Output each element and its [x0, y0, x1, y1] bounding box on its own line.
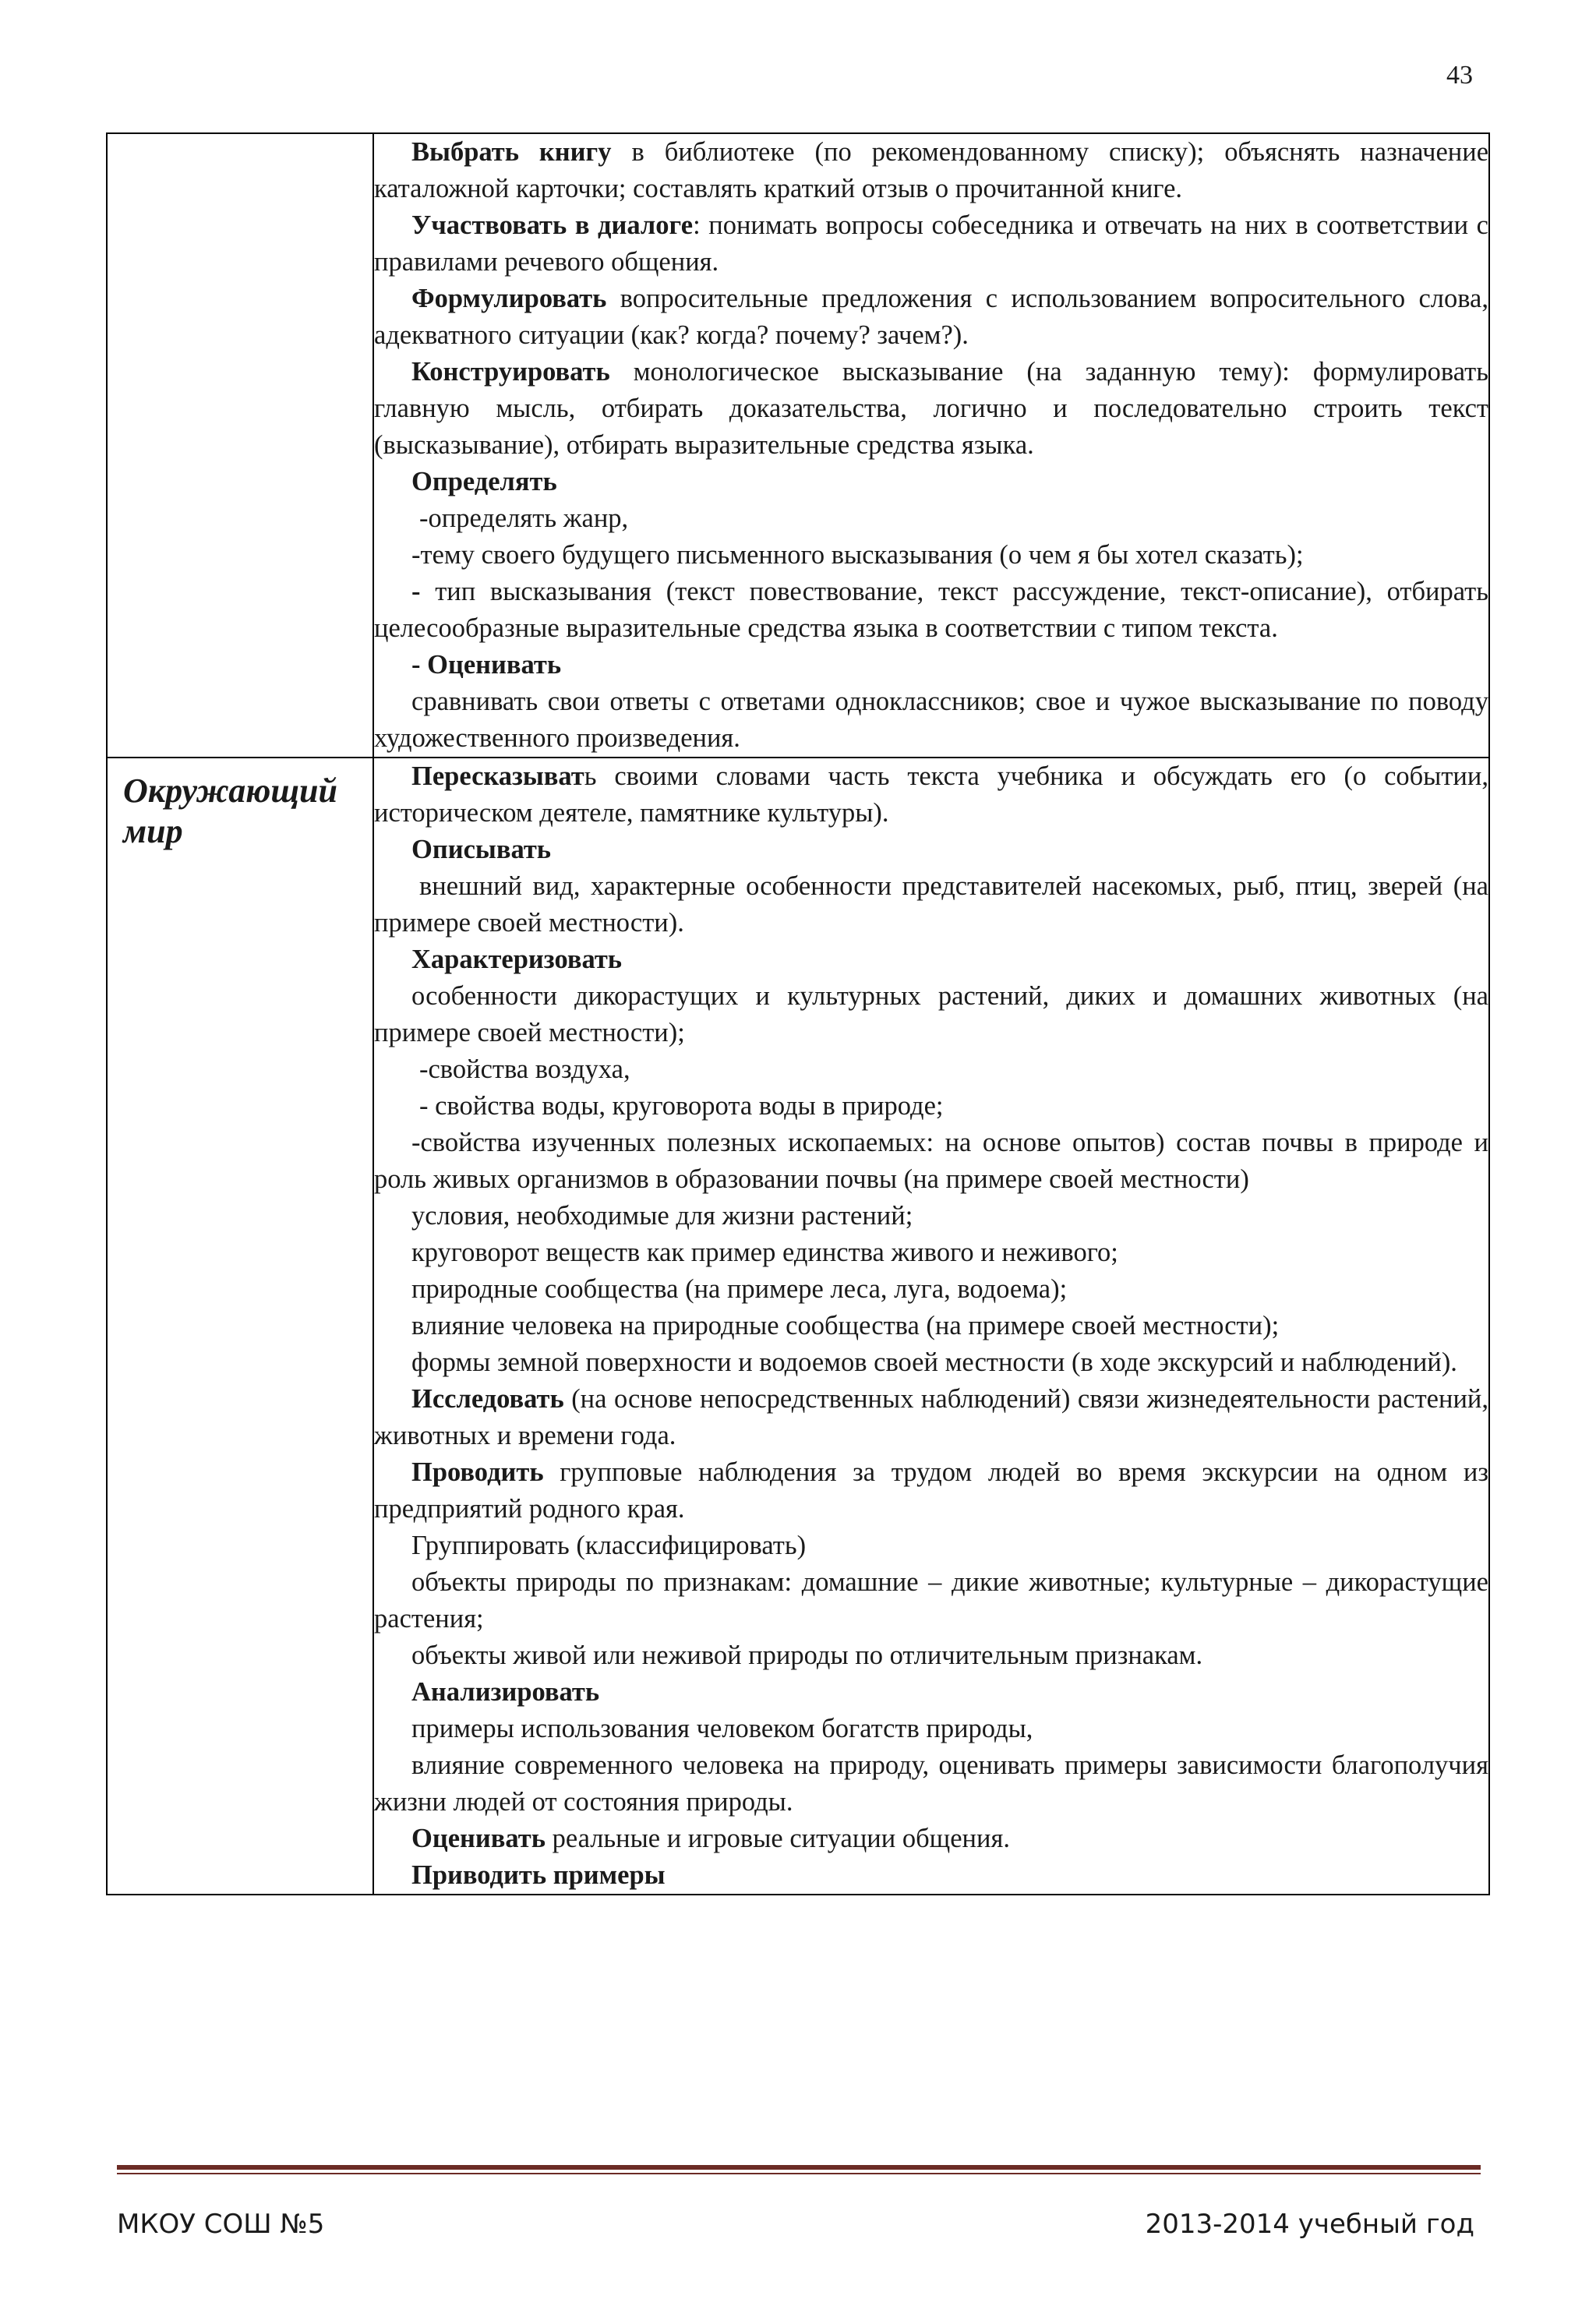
skill-keyword: Выбрать книгу [411, 137, 612, 167]
skill-paragraph [374, 1271, 1488, 1308]
skill-text: особенности дикорастущих и культурных растений, диких и домашних животных (на примере своей местности); [374, 981, 1488, 1047]
subject-cell [107, 758, 373, 1895]
skill-paragraph [374, 464, 1488, 500]
skill-paragraph [374, 868, 1488, 941]
skill-paragraph [374, 1528, 1488, 1564]
skill-paragraph [374, 758, 1488, 832]
skill-text: объекты природы по признакам: домашние – дикие животные; культурные – дикорастущие растения; [374, 1567, 1488, 1634]
skill-paragraph [374, 1381, 1488, 1454]
skill-text: : понимать вопросы собеседника и отвечать на них в соответствии с правилами речевого общения. [374, 210, 1488, 277]
skill-paragraph [374, 207, 1488, 281]
skill-text: в библиотеке (по рекомендованному списку); объяснять назначение каталожной карточки; составлять краткий отзыв о прочитанной книге. [374, 137, 1489, 203]
subject-label [108, 134, 373, 147]
skill-text: Группировать (классифицировать) [411, 1531, 807, 1560]
skill-paragraph [374, 1637, 1488, 1674]
skill-keyword: Характеризовать [411, 945, 623, 974]
skill-text: реальные и игровые ситуации общения. [545, 1824, 1010, 1853]
skill-paragraph [374, 537, 1488, 574]
skill-text: вопросительные предложения с использованием вопросительного слова, адекватного ситуации (как? когда? почему? зачем?). [374, 284, 1488, 350]
skill-keyword: Формулировать [411, 284, 607, 313]
footer-year: 2013-2014 учебный год [1145, 2209, 1474, 2240]
skill-keyword: Анализировать [411, 1677, 600, 1707]
skill-text: монологическое высказывание (на заданную тему): формулировать главную мысль, отбирать доказательства, логично и последовательно строить текст (высказывание), отбирать выразительные средства языка. [374, 357, 1488, 460]
skill-keyword: Определять [411, 467, 557, 496]
skill-paragraph [374, 1234, 1488, 1271]
skill-paragraph [374, 1088, 1488, 1125]
skill-paragraph [374, 1308, 1488, 1344]
skill-paragraph [374, 1564, 1488, 1637]
skill-keyword: Проводить [411, 1457, 544, 1487]
skill-keyword: Исследовать [411, 1384, 564, 1414]
page-number: 43 [1446, 61, 1473, 90]
skill-text: ь своими словами часть текста учебника и обсуждать его (о событии, историческом деятеле, памятнике культуры). [374, 761, 1488, 828]
skill-paragraph [374, 978, 1488, 1051]
skill-paragraph [374, 1857, 1488, 1894]
skill-text: внешний вид, характерные особенности представителей насекомых, рыб, птиц, зверей (на примере своей местности). [374, 871, 1488, 938]
table-row [107, 133, 1489, 758]
skill-text: сравнивать свои ответы с ответами одноклассников; свое и чужое высказывание по поводу художественного произведения. [374, 687, 1488, 753]
skill-text: -свойства воздуха, [419, 1054, 630, 1084]
skills-cell [373, 758, 1489, 1895]
skill-paragraph [374, 941, 1488, 978]
skill-text: круговорот веществ как пример единства живого и неживого; [411, 1238, 1118, 1267]
table-row [107, 758, 1489, 1895]
skill-keyword: - [411, 577, 421, 606]
skill-paragraph [374, 683, 1488, 757]
skill-paragraph [374, 574, 1488, 647]
skill-paragraph [374, 832, 1488, 868]
skill-keyword: Описывать [411, 835, 552, 864]
skill-text: условия, необходимые для жизни растений; [411, 1201, 913, 1231]
footer-school: МКОУ СОШ №5 [117, 2209, 325, 2240]
skill-paragraph [374, 1125, 1488, 1198]
skill-paragraph [374, 1674, 1488, 1711]
skill-text: -определять жанр, [419, 503, 629, 533]
skill-paragraph [374, 1711, 1488, 1747]
skill-paragraph [374, 1454, 1488, 1528]
skill-paragraph [374, 1747, 1488, 1821]
skill-keyword: Пересказыват [411, 761, 584, 791]
skill-paragraph [374, 1051, 1488, 1088]
content-table [106, 132, 1490, 1895]
skill-text: примеры использования человеком богатств природы, [411, 1714, 1033, 1743]
subject-cell [107, 133, 373, 758]
skill-paragraph [374, 134, 1488, 207]
skill-keyword: - Оценивать [411, 650, 562, 680]
skill-keyword: Участвовать в диалоге [411, 210, 694, 240]
skill-paragraph [374, 1821, 1488, 1857]
skill-paragraph [374, 500, 1488, 537]
skill-text: природные сообщества (на примере леса, луга, водоема); [411, 1274, 1068, 1304]
footer-divider [117, 2165, 1481, 2170]
skill-text: - свойства воды, круговорота воды в природе; [419, 1091, 944, 1121]
skill-text: -свойства изученных полезных ископаемых: на основе опытов) состав почвы в природе и роль живых организмов в образовании почвы (на примере своей местности) [374, 1128, 1488, 1194]
footer-divider-thin [117, 2173, 1481, 2174]
skill-paragraph [374, 647, 1488, 683]
skill-text: влияние современного человека на природу, оценивать примеры зависимости благополучия жизни людей от состояния природы. [374, 1750, 1488, 1817]
skill-text: групповые наблюдения за трудом людей во время экскурсии на одном из предприятий родного края. [374, 1457, 1488, 1524]
skill-paragraph [374, 1198, 1488, 1234]
skill-keyword: Конструировать [411, 357, 610, 387]
skill-keyword: Оценивать [411, 1824, 546, 1853]
skill-text: тип высказывания (текст повествование, текст рассуждение, текст-описание), отбирать целесообразные выразительные средства языка в соответствии с типом текста. [374, 577, 1488, 643]
skill-keyword: Приводить примеры [411, 1860, 666, 1890]
skill-text: влияние человека на природные сообщества (на примере своей местности); [411, 1311, 1280, 1340]
skill-text: объекты живой или неживой природы по отличительным признакам. [411, 1641, 1203, 1670]
skill-paragraph [374, 281, 1488, 354]
subject-label: Окружающий мир [123, 772, 337, 850]
skill-text: (на основе непосредственных наблюдений) связи жизнедеятельности растений, животных и времени года. [374, 1384, 1488, 1450]
skill-paragraph [374, 354, 1488, 464]
skills-cell [373, 133, 1489, 758]
skill-paragraph [374, 1344, 1488, 1381]
skill-text: -тему своего будущего письменного высказывания (о чем я бы хотел сказать); [411, 540, 1304, 570]
skill-text: формы земной поверхности и водоемов своей местности (в ходе экскурсий и наблюдений). [411, 1347, 1457, 1377]
